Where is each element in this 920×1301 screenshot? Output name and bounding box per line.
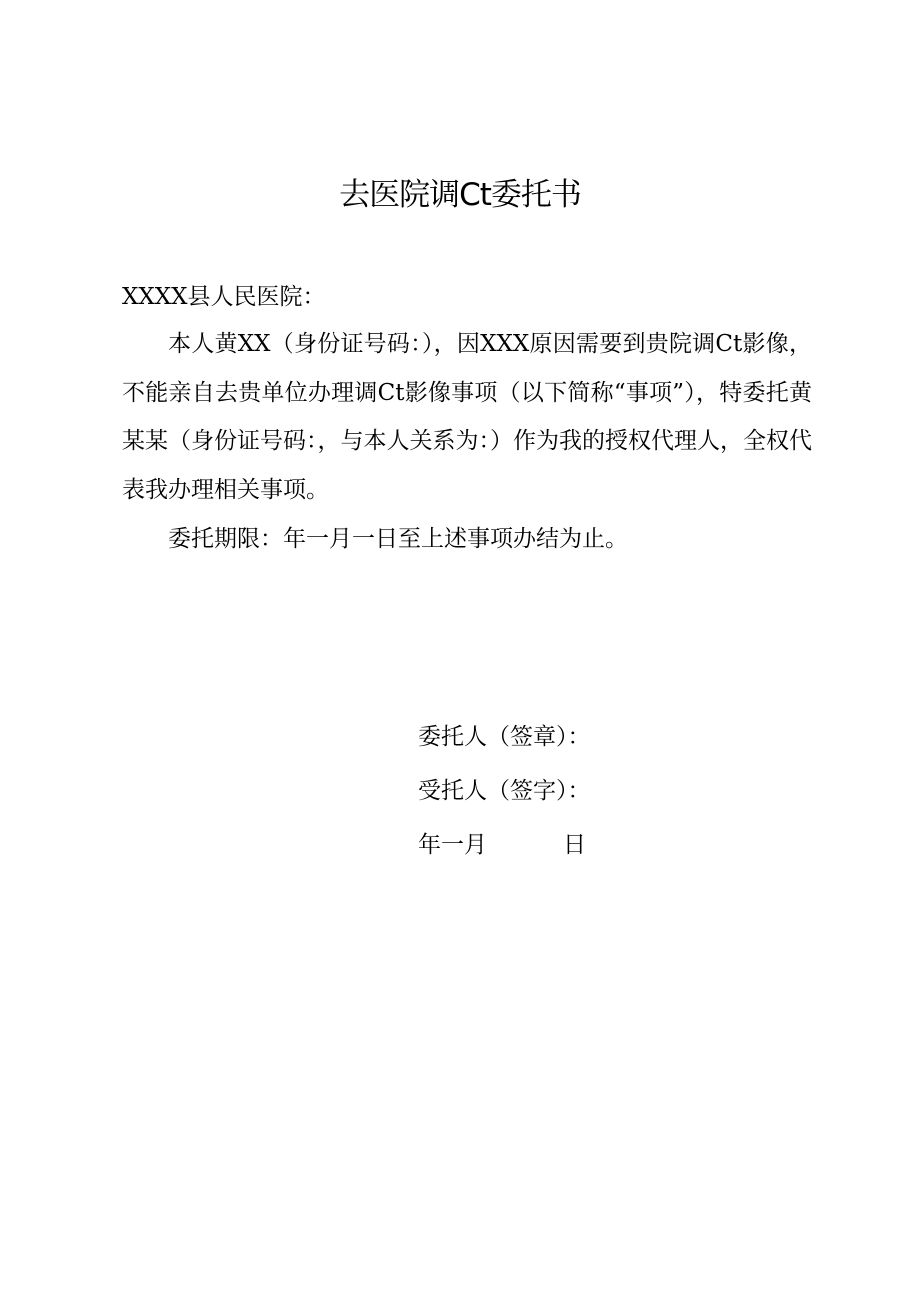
date-year-month: 年一月 <box>418 832 487 858</box>
signature-block <box>418 714 591 876</box>
salutation: XXXX县人民医院： <box>122 284 326 310</box>
principal-signature-line: 委托人（签章）： <box>418 724 591 750</box>
agent-signature-line: 受托人（签字）： <box>418 778 591 804</box>
signing-date-line <box>418 822 591 876</box>
date-day: 日 <box>563 832 586 858</box>
delegation-period-paragraph: 委托期限：年一月一日至上述事项办结为止。 <box>168 526 628 552</box>
document-title: 去医院调Ct委托书 <box>339 177 581 213</box>
delegation-paragraph: 本人黄XX（身份证号码：），因XXX原因需要到贵院调Ct影像，不能亲自去贵单位办理调Ct影像事项（以下简称“事项”），特委托黄某某（身份证号码：，与本人关系为：）作为我的授权代理人，全权代表我办理相关事项。 <box>122 331 812 503</box>
